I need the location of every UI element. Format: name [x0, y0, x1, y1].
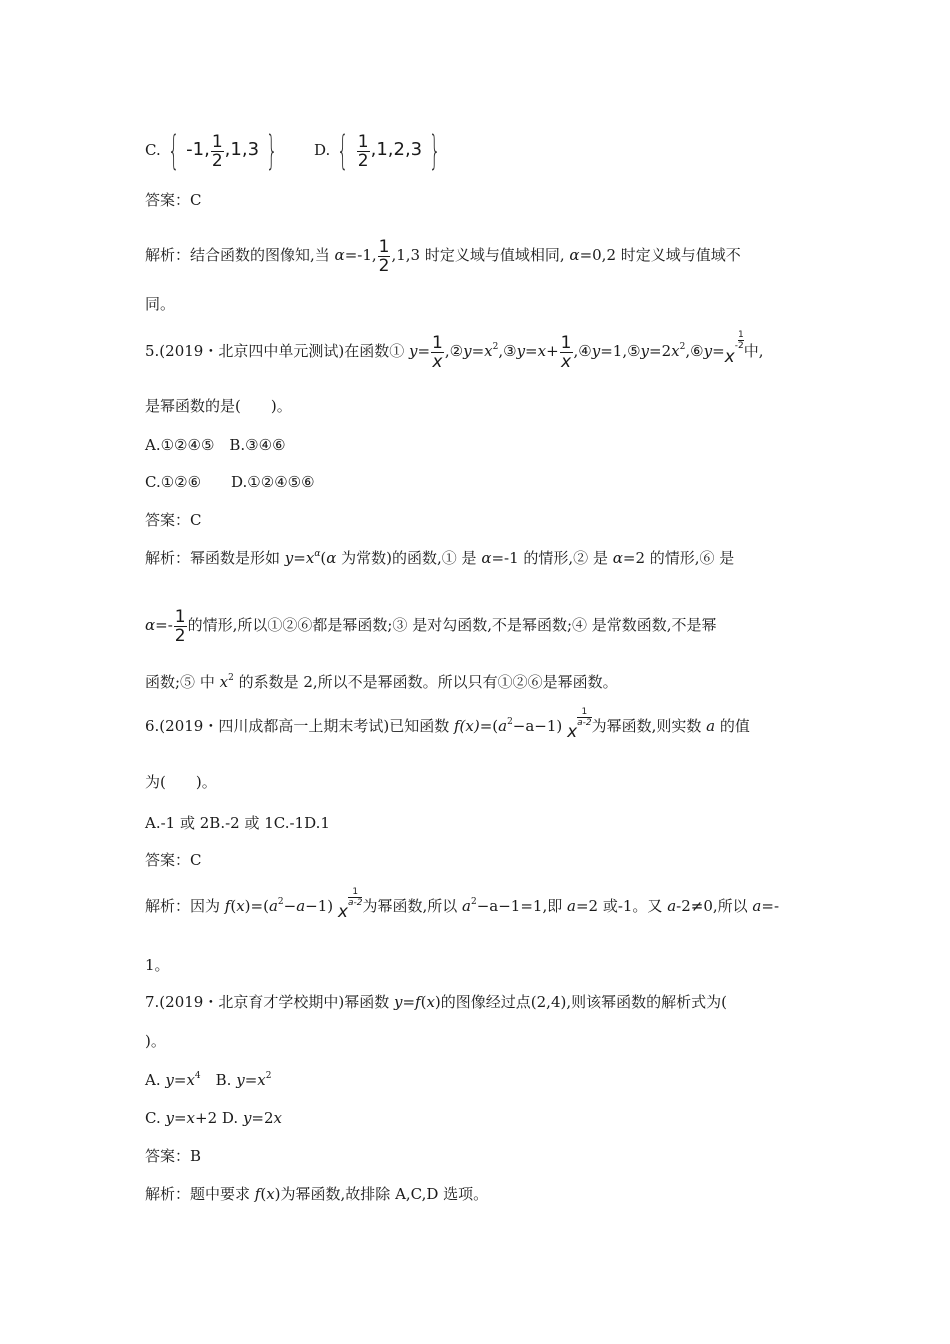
- q7-answer: 答案：B: [145, 1147, 202, 1165]
- option-d-set: ,1,2,3: [370, 139, 423, 160]
- fraction-half: $\frac{1}{2}$: [174, 606, 186, 646]
- base-x: x: [567, 722, 578, 742]
- explain-fraction: $\frac{1}{2}$: [378, 236, 390, 276]
- option-d-fraction: $\frac{1}{2}$: [357, 131, 369, 171]
- option-d-label: D.: [314, 141, 331, 159]
- q6-explanation-end: 1。: [145, 956, 170, 974]
- q7-explanation: 解析：题中要求 f(x)为幂函数,故排除 A,C,D 选项。: [145, 1185, 489, 1203]
- base-x: x: [724, 347, 735, 367]
- q5-stem: 5.(2019・北京四中单元测试)在函数① y= $\frac{1}{x}$ $,②y=x^2,③y=x+$ $\frac{1}{x}$ $,④y=1,⑤y=2x^2,⑥y=x-$ $\frac{1}{2}$ 中,: [145, 328, 810, 374]
- q4-answer: 答案：C: [145, 191, 202, 209]
- option-c-label: C.: [145, 141, 161, 159]
- right-brace: }: [429, 128, 441, 174]
- q5-answer: 答案：C: [145, 511, 202, 529]
- q5-explanation-3: 函数;⑤ 中 $x^2$ 的系数是 2,所以不是幂函数。所以只有①②⑥是幂函数。: [145, 673, 618, 691]
- left-brace: {: [337, 128, 349, 174]
- q6-explanation: 解析：因为 $f(x)=(a^2-a-1)$ x $\frac{1}{a-2}$ 为幂函数,所以 $a^2-a-1=1$,即 a=2 或-1。又 a-2≠0,所以 a=-: [145, 887, 780, 922]
- q6-stem: 6.(2019・四川成都高一上期末考试)已知函数 $f(x)=(a^2-a-1)$ x $\frac{1}{a-2}$ 为幂函数,则实数 a 的值: [145, 707, 750, 742]
- q7-stem: 7.(2019・北京育才学校期中)幂函数 y=f(x)的图像经过点(2,4),则该幂函数的解析式为(: [145, 993, 727, 1011]
- base-x: x: [337, 902, 348, 922]
- option-c-set-b: ,1,3: [224, 139, 260, 160]
- q5-options-cd: C.①②⑥ D.①②④⑤⑥: [145, 473, 315, 491]
- exponent-neg-half: -: [734, 341, 738, 351]
- q6-stem-line2: 为( )。: [145, 773, 217, 791]
- option-c-set-a: -1,: [186, 139, 210, 160]
- q7-stem-line2: )。: [145, 1032, 166, 1050]
- q5-explanation-2: α=- $\frac{1}{2}$ 的情形,所以①②⑥都是幂函数;③ 是对勾函数,不是幂函数;④ 是常数函数,不是幂: [145, 606, 717, 646]
- q7-options-ab: A. $y=x^4$ B. $y=x^2$: [145, 1071, 272, 1089]
- q5-stem-line2: 是幂函数的是( )。: [145, 397, 292, 415]
- q5-options-ab: A.①②④⑤ B.③④⑥: [145, 436, 286, 454]
- q4-explanation: 解析：结合函数的图像知,当 α=-1, $\frac{1}{2}$ ,1,3 时定义域与值域相同, α=0,2 时定义域与值域不: [145, 236, 741, 276]
- option-c-fraction: $\frac{1}{2}$: [211, 131, 223, 171]
- exponent-fraction: $\frac{1}{a-2}$: [347, 887, 363, 908]
- q6-answer: 答案：C: [145, 851, 202, 869]
- exponent-fraction: $\frac{1}{a-2}$: [577, 707, 592, 728]
- q6-options: A.-1 或 2B.-2 或 1C.-1D.1: [145, 814, 330, 832]
- fraction-1-over-x: $\frac{1}{x}$: [560, 332, 572, 372]
- left-brace: {: [167, 128, 180, 174]
- q4-explanation-end: 同。: [145, 295, 176, 313]
- q4-options-cd: [145, 127, 810, 173]
- right-brace: }: [266, 128, 278, 174]
- exponent-fraction: $\frac{1}{2}$: [737, 330, 744, 351]
- q5-explanation-1: 解析：幂函数是形如 $y=x^\alpha(\alpha$ 为常数)的函数,① 是 α=-1 的情形,② 是 α=2 的情形,⑥ 是: [145, 549, 735, 567]
- fraction-1-over-x: $\frac{1}{x}$: [432, 332, 443, 372]
- q7-options-cd: C. y=x+2 D. y=2x: [145, 1109, 283, 1127]
